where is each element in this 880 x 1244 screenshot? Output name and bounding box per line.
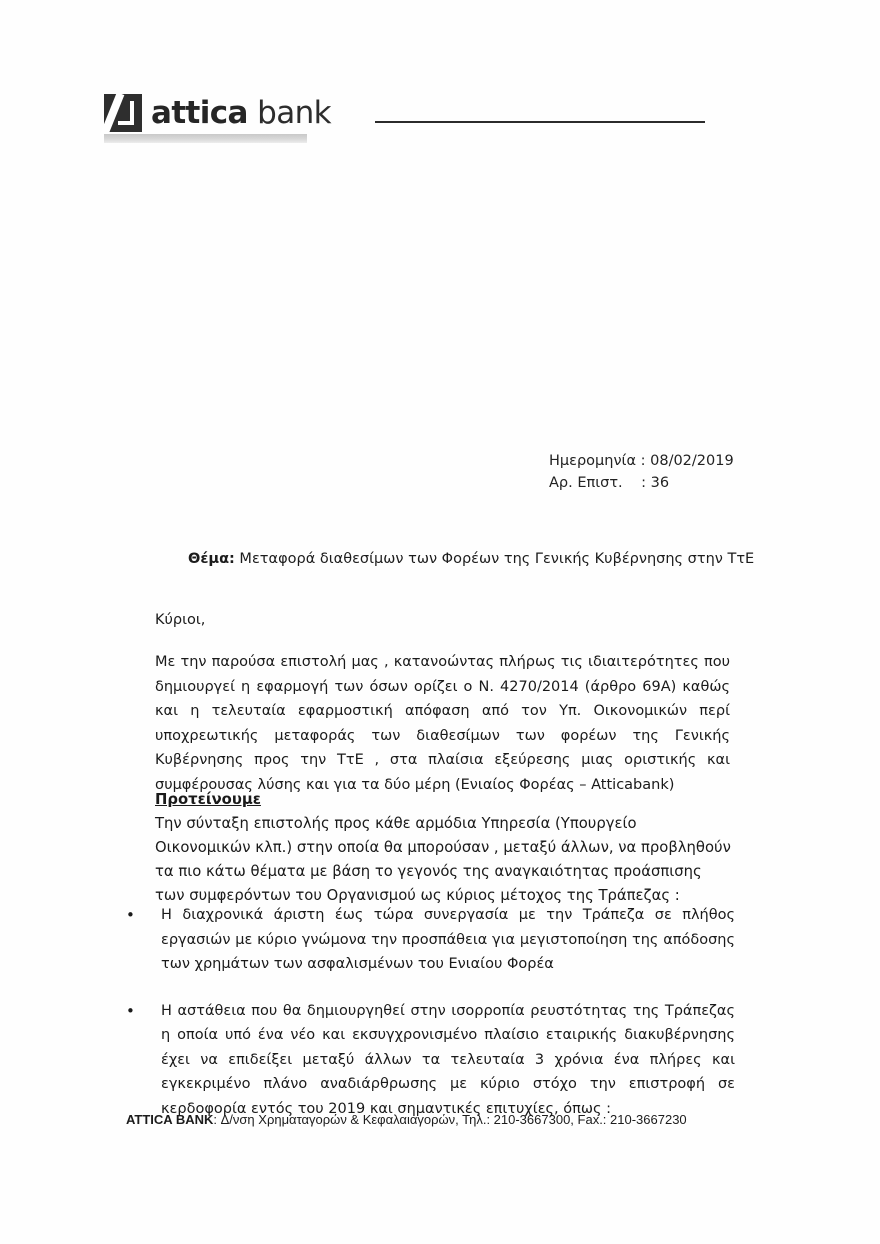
list-item bbox=[120, 999, 735, 1122]
intro-paragraph: Με την παρούσα επιστολή μας , κατανοώντας πλήρως τις ιδιαιτερότητες που δημιουργεί η εφαρμογή των όσων ορίζει ο Ν. 4270/2014 (άρθρο 69Α) καθώς και η τελευταία εφαρμοστική απόφαση από τον Υπ. Οικονομικών περί υποχρεωτικής μεταφοράς των διαθεσίμων των φορέων της Γενικής Κυβέρνησης προς την ΤτΕ , στα πλαίσια εξεύρεσης μιας οριστικής και συμφέρουσας λύσης και για τα δύο μέρη (Ενιαίος Φορέας – Atticabank) bbox=[155, 654, 730, 793]
footer-brand: ATTICA BANK bbox=[126, 1112, 214, 1127]
document-meta-block bbox=[549, 450, 734, 494]
list-item-text: Η αστάθεια που θα δημιουργηθεί στην ισορροπία ρευστότητας της Τράπεζας η οποία υπό ένα νέο και εκσυγχρονισμένο πλαίσιο εταιρικής διακυβέρνησης έχει να επιδείξει μεταξύ άλλων τα τελευταία 3 χρόνια ένα πλήρες και εγκεκριμένο πλάνο αναδιάρθρωσης με κύριο στόχο την επιστροφή σε κερδοφορία εντός του 2019 και σημαντικές επιτυχίες, όπως : bbox=[161, 1002, 735, 1117]
bullet-marker-icon: • bbox=[126, 1001, 135, 1020]
subject-text: Μεταφορά διαθεσίμων των Φορέων της Γενικής Κυβέρνησης στην ΤτΕ bbox=[234, 551, 755, 567]
footer-details: : Δ/νση Χρηματαγορών & Κεφαλαιαγορών, Τηλ.: 210-3667300, Fax.: 210-3667230 bbox=[213, 1112, 687, 1127]
salutation: Κύριοι, bbox=[155, 612, 206, 628]
proposal-paragraph: Την σύνταξη επιστολής προς κάθε αρμόδια Υπηρεσία (Υπουργείο Οικονομικών κλπ.) στην οποία θα μπορούσαν , μεταξύ άλλων, να προβληθούν τα πιο κάτω θέματα με βάση το γεγονός της αναγκαιότητας προάσπισης των συμφερόντων του Οργανισμού ως κύριος μέτοχος της Τράπεζας : bbox=[155, 815, 731, 904]
footer bbox=[126, 1110, 716, 1129]
logo-horizontal-shape bbox=[118, 121, 134, 125]
logo-underbar bbox=[104, 134, 307, 143]
date-line: Ημερομηνία : 08/02/2019 bbox=[549, 453, 734, 469]
list-item-text: Η διαχρονικά άριστη έως τώρα συνεργασία με την Τράπεζα σε πλήθος εργασιών με κύριο γνώμονα την προσπάθεια για μεγιστοποίηση της απόδοσης των χρημάτων των ασφαλισμένων του Ενιαίου Φορέα bbox=[161, 907, 735, 972]
header-horizontal-rule bbox=[375, 121, 705, 123]
logo-word-bank: bank bbox=[247, 94, 332, 131]
logo-word-attica: attica bbox=[151, 94, 248, 131]
bullet-marker-icon: • bbox=[126, 906, 135, 924]
bullet-list bbox=[120, 903, 735, 1143]
proposal-heading: Προτείνουμε bbox=[155, 791, 261, 808]
attica-bank-logo-mark-icon bbox=[104, 94, 142, 132]
letterhead-logo bbox=[104, 94, 331, 132]
reference-line: Αρ. Επιστ. : 36 bbox=[549, 475, 670, 491]
list-item bbox=[120, 903, 735, 977]
logo-wordmark bbox=[151, 94, 332, 131]
subject-label: Θέμα: bbox=[188, 551, 235, 567]
subject-line bbox=[188, 548, 754, 570]
